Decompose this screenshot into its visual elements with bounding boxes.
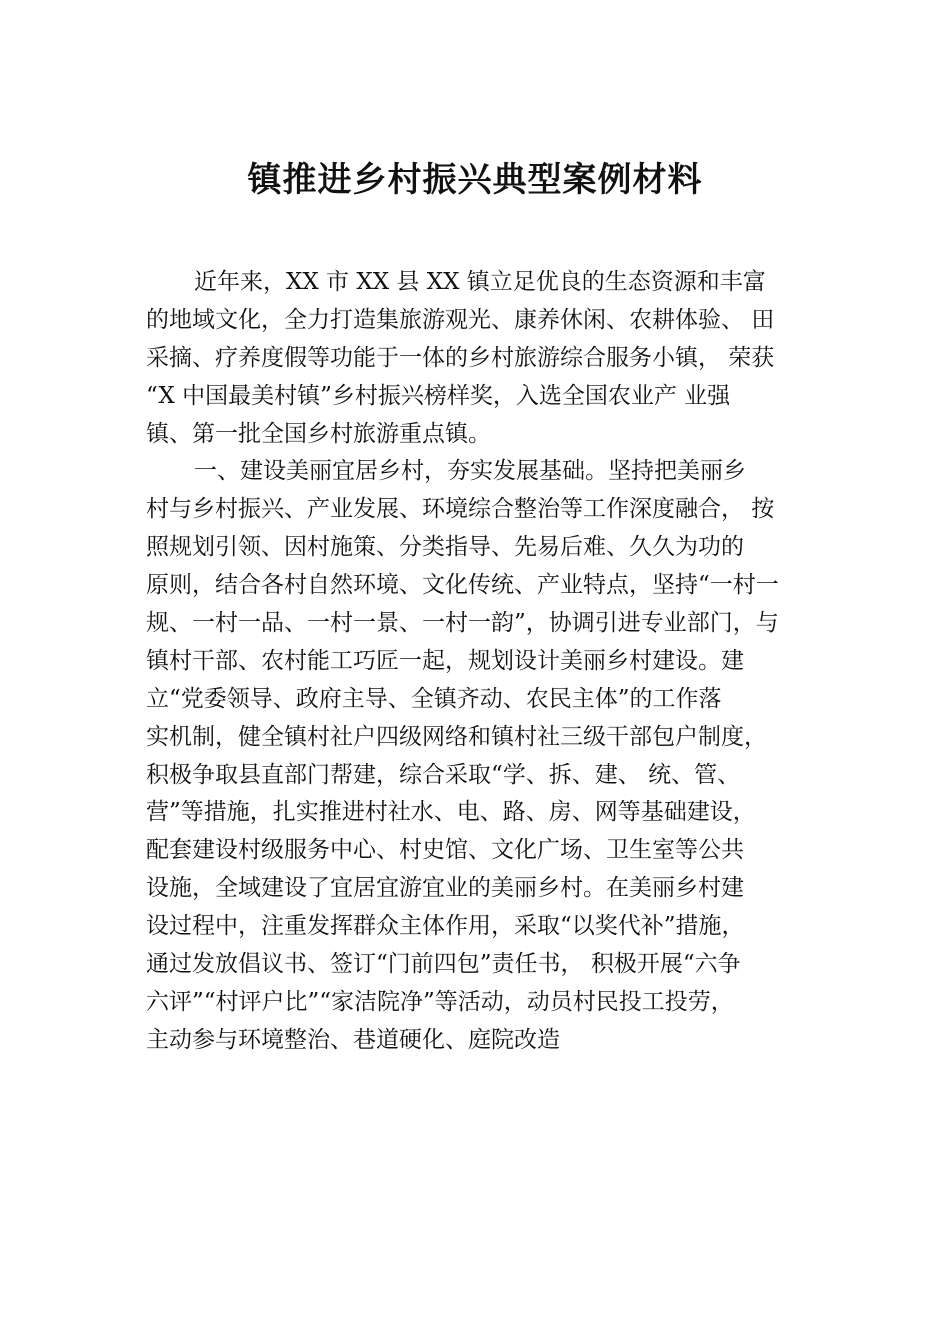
text-line: 通过发放倡议书、签订“门前四包”责任书， 积极开展“六争 bbox=[146, 951, 741, 978]
text-line: 实机制，健全镇村社户四级网络和镇村社三级干部包户制度， bbox=[146, 723, 767, 750]
text-line: 村与乡村振兴、产业发展、环境综合整治等工作深度融合， 按 bbox=[146, 496, 775, 523]
text-line: 设施，全域建设了宜居宜游宜业的美丽乡村。在美丽乡村建 bbox=[146, 875, 744, 902]
text-line: 的地域文化，全力打造集旅游观光、康养休闲、农耕体验、 田 bbox=[146, 306, 775, 333]
text-line: 近年来，XX 市 XX 县 XX 镇立足优良的生态资源和丰富 bbox=[194, 269, 766, 295]
text-line: 积极争取县直部门帮建，综合采取“学、拆、建、 统、管、 bbox=[146, 761, 741, 788]
text-line: 镇、第一批全国乡村旅游重点镇。 bbox=[146, 420, 491, 447]
text-line: 镇村干部、农村能工巧匠一起，规划设计美丽乡村建设。建 bbox=[146, 647, 744, 674]
text-line: 设过程中，注重发挥群众主体作用，采取“以奖代补”措施， bbox=[146, 913, 745, 940]
text-line: 采摘、疗养度假等功能于一体的乡村旅游综合服务小镇， 荣获 bbox=[146, 344, 775, 371]
text-line: 照规划引领、因村施策、分类指导、先易后难、久久为功的 bbox=[146, 534, 744, 561]
text-line: “X 中国最美村镇”乡村振兴榜样奖，入选全国农业产 业强 bbox=[146, 382, 731, 409]
text-line: 配套建设村级服务中心、村史馆、文化广场、卫生室等公共 bbox=[146, 837, 744, 864]
text-line: 主动参与环境整治、巷道硬化、庭院改造 bbox=[146, 1026, 560, 1053]
text-line: 营”等措施，扎实推进村社水、电、路、房、网等基础建设， bbox=[146, 799, 756, 826]
section-heading-line: 一、建设美丽宜居乡村，夯实发展基础。坚持把美丽乡 bbox=[194, 458, 746, 485]
text-line: 规、一村一品、一村一景、一村一韵”，协调引进专业部门，与 bbox=[146, 610, 779, 637]
document-body bbox=[146, 264, 836, 1060]
document-title: 镇推进乡村振兴典型案例材料 bbox=[247, 160, 703, 200]
text-line: 六评”“村评户比”“家洁院净”等活动，动员村民投工投劳， bbox=[146, 988, 734, 1015]
text-line: 立“党委领导、政府主导、全镇齐动、农民主体”的工作落 bbox=[146, 685, 722, 712]
text-line: 原则，结合各村自然环境、文化传统、产业特点，坚持“一村一 bbox=[146, 572, 779, 599]
